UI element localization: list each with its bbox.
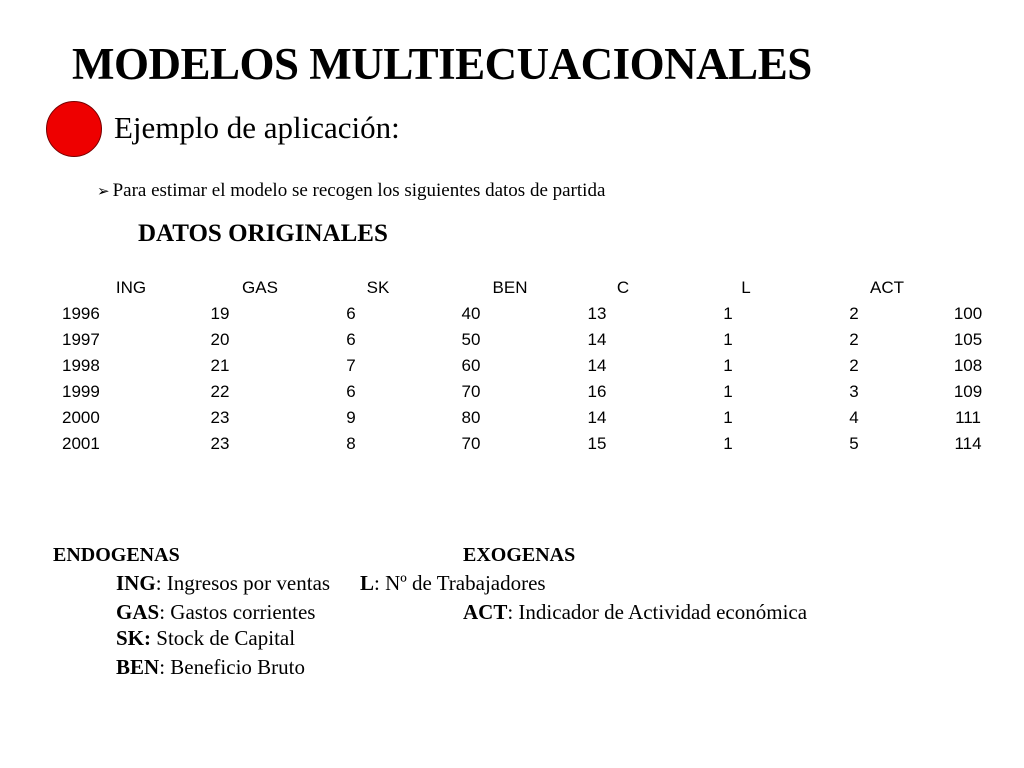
- exogenas-heading: EXOGENAS: [463, 544, 576, 566]
- variable-desc: : Nº de Trabajadores: [374, 571, 546, 595]
- table-cell: 1: [723, 408, 733, 427]
- table-cell: 14: [587, 330, 607, 349]
- table-cell: 1: [723, 304, 733, 323]
- year-cell: 1998: [62, 356, 100, 375]
- table-header-row: [0, 278, 1024, 302]
- variable-abbr: BEN: [116, 655, 160, 679]
- intro-text: Para estimar el modelo se recogen los siguientes datos de partida: [112, 180, 606, 201]
- column-header: BEN: [492, 278, 528, 297]
- table-cell: 40: [461, 304, 481, 323]
- table-cell: 22: [210, 382, 230, 401]
- table-cell: 21: [210, 356, 230, 375]
- table-cell: 80: [461, 408, 481, 427]
- year-cell: 1996: [62, 304, 100, 323]
- table-row: [0, 356, 1024, 380]
- table-cell: 1: [723, 330, 733, 349]
- year-cell: 1997: [62, 330, 100, 349]
- variable-abbr: ACT: [463, 600, 508, 624]
- table-cell: 105: [953, 330, 983, 349]
- year-cell: 2000: [62, 408, 100, 427]
- table-cell: 100: [953, 304, 983, 323]
- definition-l: [360, 571, 546, 596]
- table-cell: 6: [346, 330, 356, 349]
- table-cell: 16: [587, 382, 607, 401]
- arrow-bullet-icon: ➢: [97, 182, 110, 200]
- table-cell: 7: [346, 356, 356, 375]
- definition-sk: [116, 626, 295, 651]
- year-cell: 2001: [62, 434, 100, 453]
- table-cell: 50: [461, 330, 481, 349]
- table-cell: 60: [461, 356, 481, 375]
- table-cell: 109: [953, 382, 983, 401]
- definition-act: [463, 600, 807, 625]
- variable-abbr: ING: [116, 571, 156, 595]
- table-cell: 1: [723, 356, 733, 375]
- red-bullet-icon: [46, 101, 102, 157]
- table-cell: 14: [587, 356, 607, 375]
- table-cell: 111: [955, 408, 981, 427]
- variable-abbr: GAS: [116, 600, 160, 624]
- slide-title: MODELOS MULTIECUACIONALES: [72, 39, 812, 89]
- table-row: [0, 304, 1024, 328]
- table-heading: DATOS ORIGINALES: [138, 220, 388, 247]
- table-row: [0, 408, 1024, 432]
- column-header: C: [616, 278, 630, 297]
- intro-bullet: [97, 180, 605, 202]
- table-cell: 2: [849, 330, 859, 349]
- table-cell: 2: [849, 356, 859, 375]
- table-cell: 8: [346, 434, 356, 453]
- slide-subtitle: Ejemplo de aplicación:: [114, 110, 400, 145]
- variable-abbr: L: [360, 571, 375, 595]
- column-header: L: [741, 278, 751, 297]
- column-header: SK: [366, 278, 390, 297]
- table-cell: 6: [346, 304, 356, 323]
- year-cell: 1999: [62, 382, 100, 401]
- table-cell: 6: [346, 382, 356, 401]
- variable-desc: : Indicador de Actividad económica: [507, 600, 808, 624]
- column-header: GAS: [242, 278, 278, 297]
- table-cell: 70: [461, 382, 481, 401]
- table-cell: 114: [954, 434, 982, 453]
- table-cell: 13: [587, 304, 607, 323]
- table-cell: 70: [461, 434, 481, 453]
- table-cell: 23: [210, 434, 230, 453]
- table-cell: 19: [210, 304, 230, 323]
- table-cell: 4: [849, 408, 859, 427]
- endogenas-heading: ENDOGENAS: [53, 544, 180, 566]
- variable-desc: Stock de Capital: [151, 626, 296, 650]
- table-row: [0, 330, 1024, 354]
- variable-desc: : Ingresos por ventas: [155, 571, 331, 595]
- table-row: [0, 434, 1024, 458]
- table-cell: 20: [210, 330, 230, 349]
- variable-abbr: SK:: [116, 626, 152, 650]
- table-cell: 108: [953, 356, 983, 375]
- table-cell: 15: [587, 434, 607, 453]
- variable-desc: : Gastos corrientes: [159, 600, 316, 624]
- definition-ing: [116, 571, 330, 596]
- table-cell: 3: [849, 382, 859, 401]
- table-cell: 2: [849, 304, 859, 323]
- column-header: ACT: [870, 278, 904, 297]
- table-cell: 9: [346, 408, 356, 427]
- table-cell: 1: [723, 434, 733, 453]
- table-cell: 23: [210, 408, 230, 427]
- table-cell: 14: [587, 408, 607, 427]
- table-cell: 1: [723, 382, 733, 401]
- variable-desc: : Beneficio Bruto: [159, 655, 305, 679]
- table-cell: 5: [849, 434, 859, 453]
- column-header: ING: [115, 278, 147, 297]
- definition-gas: [116, 600, 315, 625]
- table-row: [0, 382, 1024, 406]
- definition-ben: [116, 655, 305, 680]
- data-table: [0, 278, 1024, 468]
